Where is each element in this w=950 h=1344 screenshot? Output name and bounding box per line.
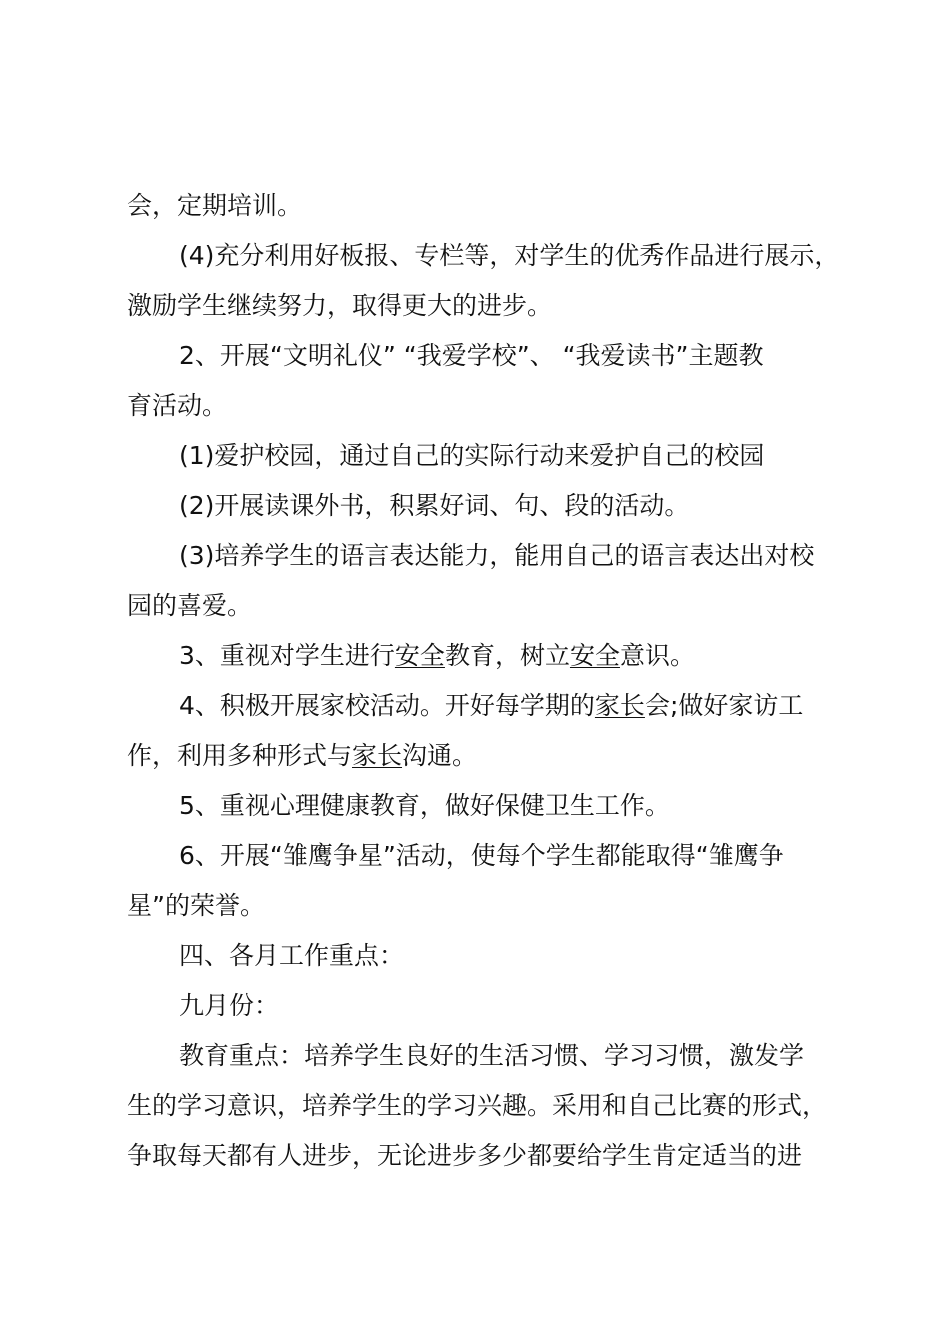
underlined-term: 安全 xyxy=(569,641,620,670)
text-run: 沟通。 xyxy=(402,741,478,770)
paragraph-line: 5、重视心理健康教育，做好保健卫生工作。 xyxy=(179,791,670,820)
month-heading: 九月份： xyxy=(179,991,280,1020)
text-run: 教育，树立 xyxy=(444,641,570,670)
underlined-term: 安全 xyxy=(394,641,445,670)
paragraph-line xyxy=(127,681,842,731)
paragraph-line: 育活动。 xyxy=(127,391,228,420)
paragraph-line: (3)培养学生的语言表达能力，能用自己的语言表达出对校 xyxy=(179,541,815,570)
underlined-term: 家长 xyxy=(352,741,403,770)
text-run: 意识。 xyxy=(619,641,695,670)
document-body xyxy=(127,181,842,1181)
paragraph-line: 激励学生继续努力，取得更大的进步。 xyxy=(127,291,553,320)
paragraph-line: 会，定期培训。 xyxy=(127,191,303,220)
paragraph-line: 教育重点：培养学生良好的生活习惯、学习习惯，激发学 xyxy=(179,1041,805,1070)
text-run: 会;做好家访工 xyxy=(644,691,804,720)
text-run: 3、重视对学生进行 xyxy=(179,641,395,670)
paragraph-line: (1)爱护校园，通过自己的实际行动来爱护自己的校园 xyxy=(179,441,765,470)
paragraph-line: (2)开展读课外书，积累好词、句、段的活动。 xyxy=(179,491,690,520)
paragraph-line: 园的喜爱。 xyxy=(127,591,253,620)
paragraph-line: 2、开展“文明礼仪” “我爱学校”、 “我爱读书”主题教 xyxy=(179,341,764,370)
paragraph-line: 星”的荣誉。 xyxy=(127,891,265,920)
paragraph-line: 生的学习意识，培养学生的学习兴趣。采用和自己比赛的形式， xyxy=(127,1091,828,1120)
paragraph-line xyxy=(127,731,842,781)
section-heading: 四、各月工作重点： xyxy=(179,941,405,970)
paragraph-line: 6、开展“雏鹰争星”活动，使每个学生都能取得“雏鹰争 xyxy=(179,841,784,870)
underlined-term: 家长 xyxy=(594,691,645,720)
paragraph-line: 争取每天都有人进步，无论进步多少都要给学生肯定适当的进 xyxy=(127,1141,803,1170)
paragraph-line: (4)充分利用好板报、专栏等，对学生的优秀作品进行展示， xyxy=(179,241,840,270)
paragraph-line xyxy=(127,631,842,681)
text-run: 4、积极开展家校活动。开好每学期的 xyxy=(179,691,595,720)
text-run: 作，利用多种形式与 xyxy=(127,741,353,770)
